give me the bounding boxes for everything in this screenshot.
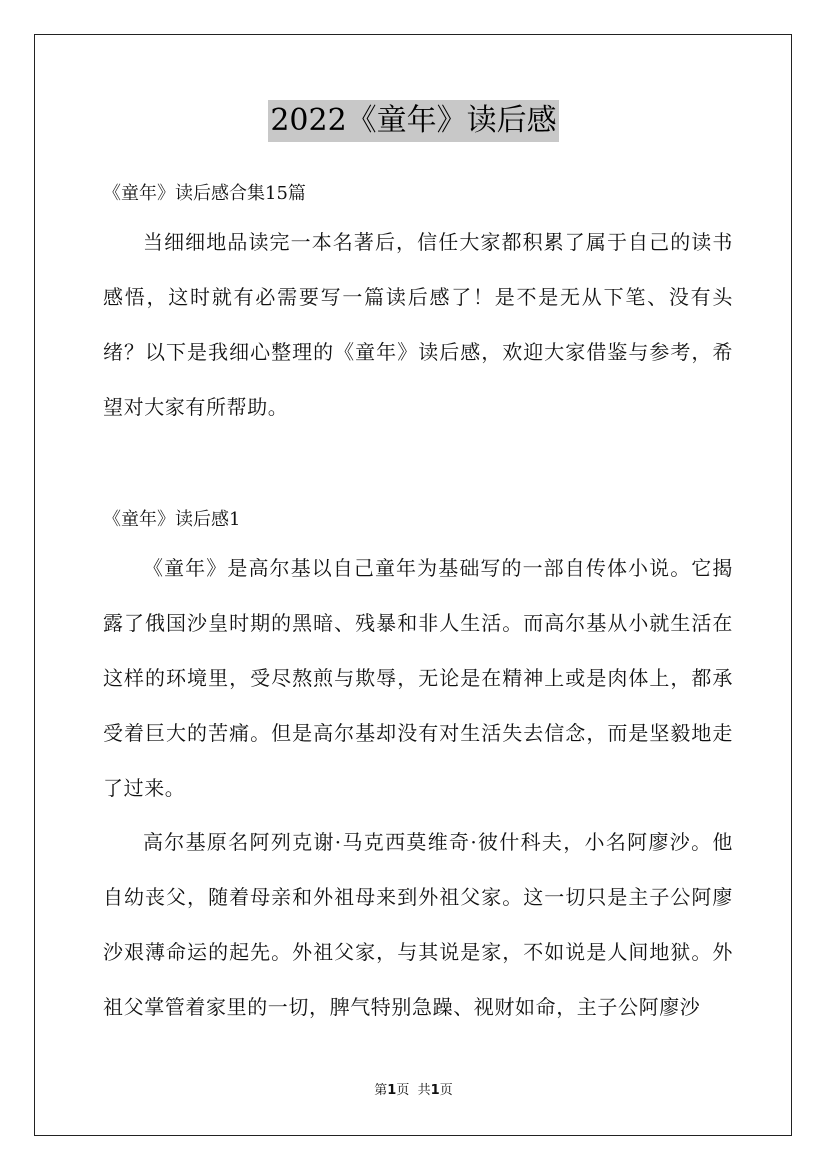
title-container	[0, 100, 827, 142]
footer-total-number: 1	[430, 1083, 440, 1098]
body-paragraph-1: 《童年》是高尔基以自己童年为基础写的一部自传体小说。它揭露了俄国沙皇时期的黑暗、残暴和非人生活。而高尔基从小就生活在这样的环境里，受尽熬煎与欺辱，无论是在精神上或是肉体上，都承受着巨大的苦痛。但是高尔基却没有对生活失去信念，而是坚毅地走了过来。	[103, 556, 733, 800]
document-title: 2022《童年》读后感	[268, 100, 558, 142]
section-heading: 《童年》读后感1	[103, 509, 241, 530]
page-footer	[0, 1082, 827, 1100]
document-subtitle: 《童年》读后感合集15篇	[103, 183, 306, 204]
footer-total-prefix: 共	[417, 1083, 431, 1098]
intro-paragraph: 当细细地品读完一本名著后，信任大家都积累了属于自己的读书感悟，这时就有必需要写一篇读后感了！是不是无从下笔、没有头绪？以下是我细心整理的《童年》读后感，欢迎大家借鉴与参考，希望对大家有所帮助。	[103, 230, 733, 419]
footer-total-suffix: 页	[439, 1083, 453, 1098]
footer-page-number: 1	[387, 1083, 397, 1098]
footer-page-prefix: 第	[374, 1083, 388, 1098]
body-paragraph-2: 高尔基原名阿列克谢·马克西莫维奇·彼什科夫，小名阿廖沙。他自幼丧父，随着母亲和外祖母来到外祖父家。这一切只是主子公阿廖沙艰薄命运的起先。外祖父家，与其说是家，不如说是人间地狱。外祖父掌管着家里的一切，脾气特别急躁、视财如命，主子公阿廖沙	[103, 830, 733, 1019]
footer-page-suffix: 页	[396, 1083, 410, 1098]
